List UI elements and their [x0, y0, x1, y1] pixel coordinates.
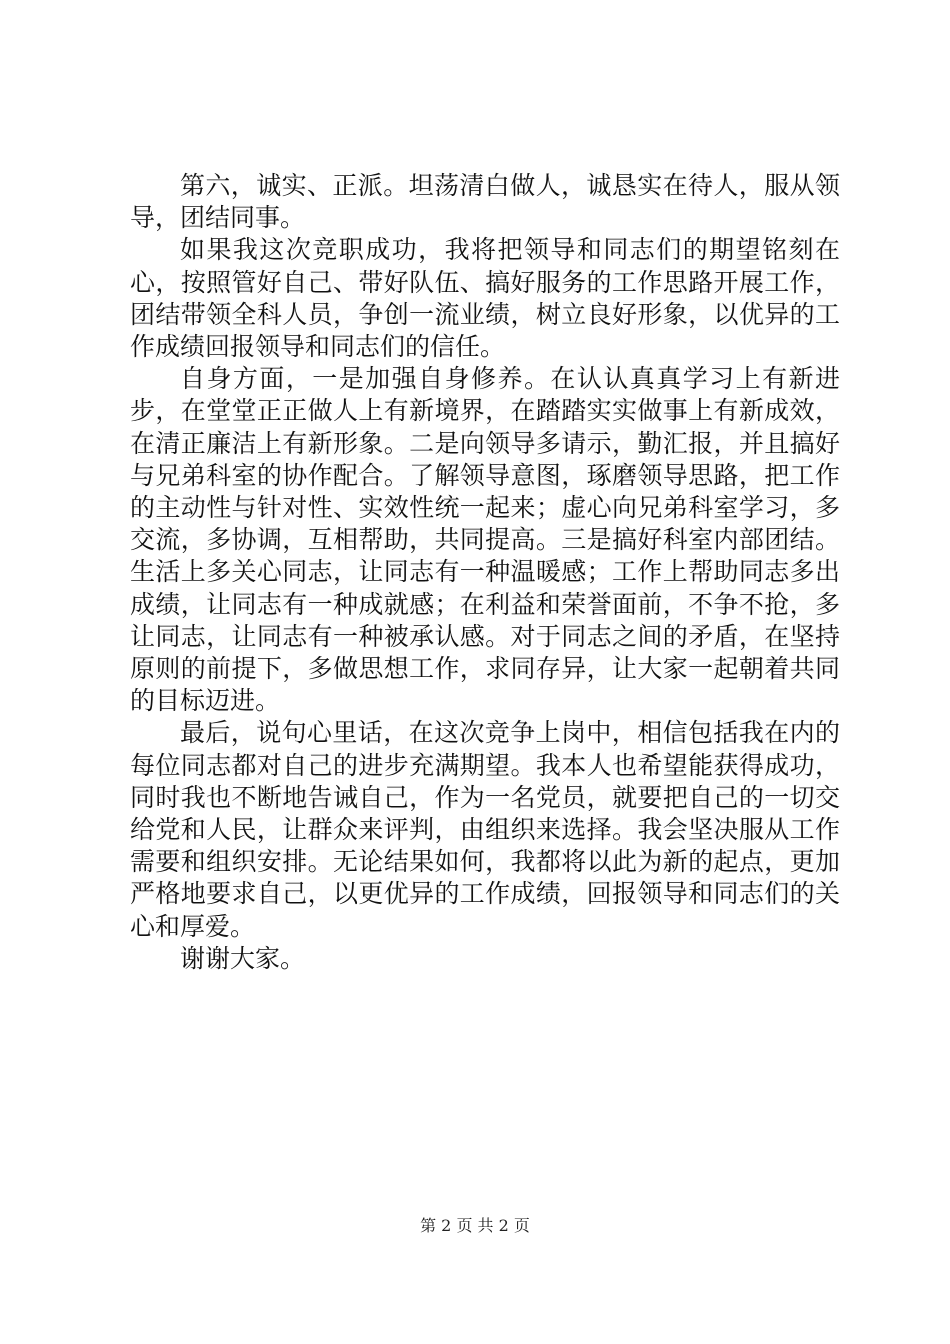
paragraph-self-improvement: 自身方面，一是加强自身修养。在认认真真学习上有新进步，在堂堂正正做人上有新境界，在踏踏实实做事上有新成效，在清正廉洁上有新形象。二是向领导多请示，勤汇报，并且搞好与兄弟科室的协作配合。了解领导意图，琢磨领导思路，把工作的主动性与针对性、实效性统一起来；虚心向兄弟科室学习，多交流，多协调，互相帮助，共同提高。三是搞好科室内部团结。生活上多关心同志，让同志有一种温暖感；工作上帮助同志多出成绩，让同志有一种成就感；在利益和荣誉面前，不争不抢，多让同志，让同志有一种被承认感。对于同志之间的矛盾，在坚持原则的前提下，多做思想工作，求同存异，让大家一起朝着共同的目标迈进。: [130, 364, 840, 716]
paragraph-integrity: 第六，诚实、正派。坦荡清白做人，诚恳实在待人，服从领导，团结同事。: [130, 171, 840, 233]
paragraph-closing: 最后，说句心里话，在这次竞争上岗中，相信包括我在内的每位同志都对自己的进步充满期望。我本人也希望能获得成功，同时我也不断地告诫自己，作为一名党员，就要把自己的一切交给党和人民，让群众来评判，由组织来选择。我会坚决服从工作需要和组织安排。无论结果如何，我都将以此为新的起点，更加严格地要求自己，以更优异的工作成绩，回报领导和同志们的关心和厚爱。: [130, 718, 840, 941]
paragraph-if-successful: 如果我这次竞职成功，我将把领导和同志们的期望铭刻在心，按照管好自己、带好队伍、搞好服务的工作思路开展工作，团结带领全科人员，争创一流业绩，树立良好形象，以优异的工作成绩回报领导和同志们的信任。: [130, 235, 840, 362]
document-body: [130, 170, 840, 975]
page-number-footer: 第 2 页 共 2 页: [420, 1216, 530, 1235]
paragraph-thanks: 谢谢大家。: [180, 943, 306, 973]
